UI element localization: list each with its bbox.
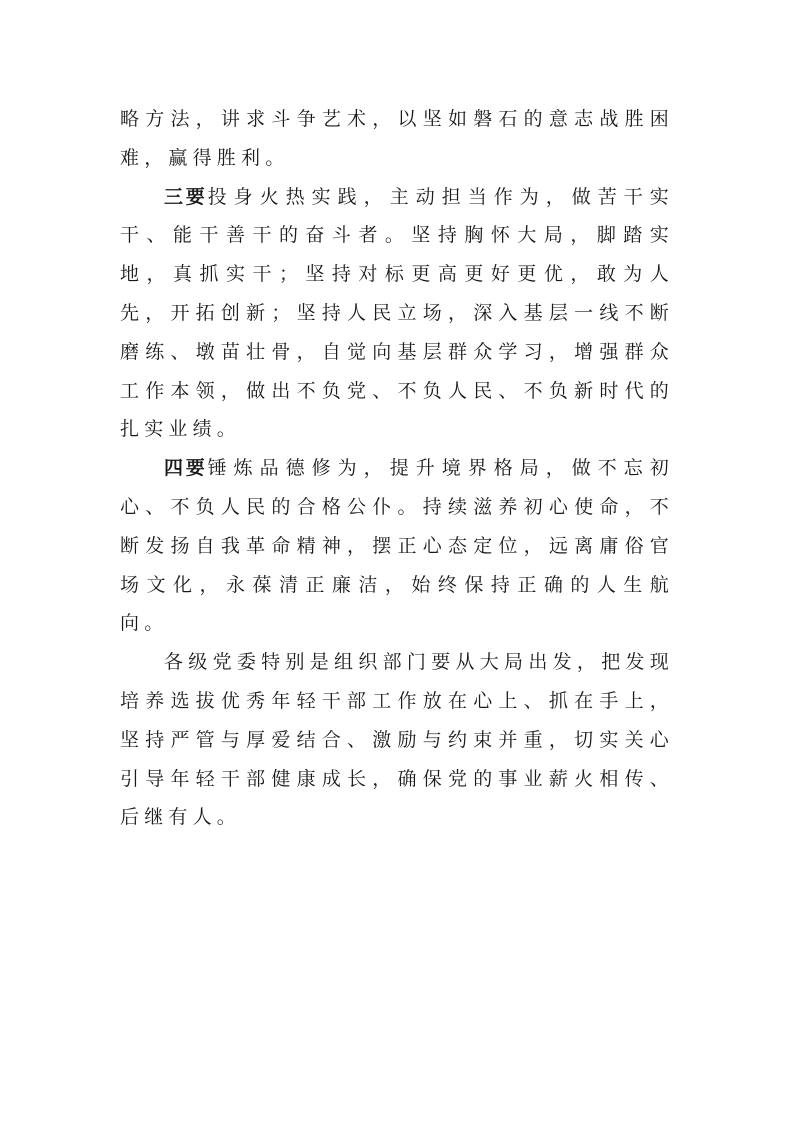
- paragraph-lead: 三要: [164, 185, 208, 208]
- paragraph-point-four: [120, 449, 674, 643]
- paragraph-text: 略方法，讲求斗争艺术，以坚如磐石的意志战胜困难，赢得胜利。: [120, 108, 674, 169]
- paragraph-text: 锤炼品德修为，提升境界格局，做不忘初心、不负人民的合格公仆。持续滋养初心使命，不断发扬自我革命精神，摆正心态定位，远离庸俗官场文化，永葆清正廉洁，始终保持正确的人生航向。: [120, 457, 674, 635]
- document-body: [120, 100, 674, 837]
- paragraph-text: 各级党委特别是组织部门要从大局出发，把发现培养选拔优秀年轻干部工作放在心上、抓在手上，坚持严管与厚爱结合、激励与约束并重，切实关心引导年轻干部健康成长，确保党的事业薪火相传、后继有人。: [120, 651, 674, 829]
- paragraph-text: 投身火热实践，主动担当作为，做苦干实干、能干善干的奋斗者。坚持胸怀大局，脚踏实地，真抓实干；坚持对标更高更好更优，敢为人先，开拓创新；坚持人民立场，深入基层一线不断磨练、墩苗壮骨，自觉向基层群众学习，增强群众工作本领，做出不负党、不负人民、不负新时代的扎实业绩。: [120, 185, 674, 441]
- paragraph-lead: 四要: [164, 457, 208, 480]
- paragraph-point-three: [120, 178, 674, 450]
- paragraph-continuation: [120, 100, 674, 178]
- paragraph-conclusion: [120, 643, 674, 837]
